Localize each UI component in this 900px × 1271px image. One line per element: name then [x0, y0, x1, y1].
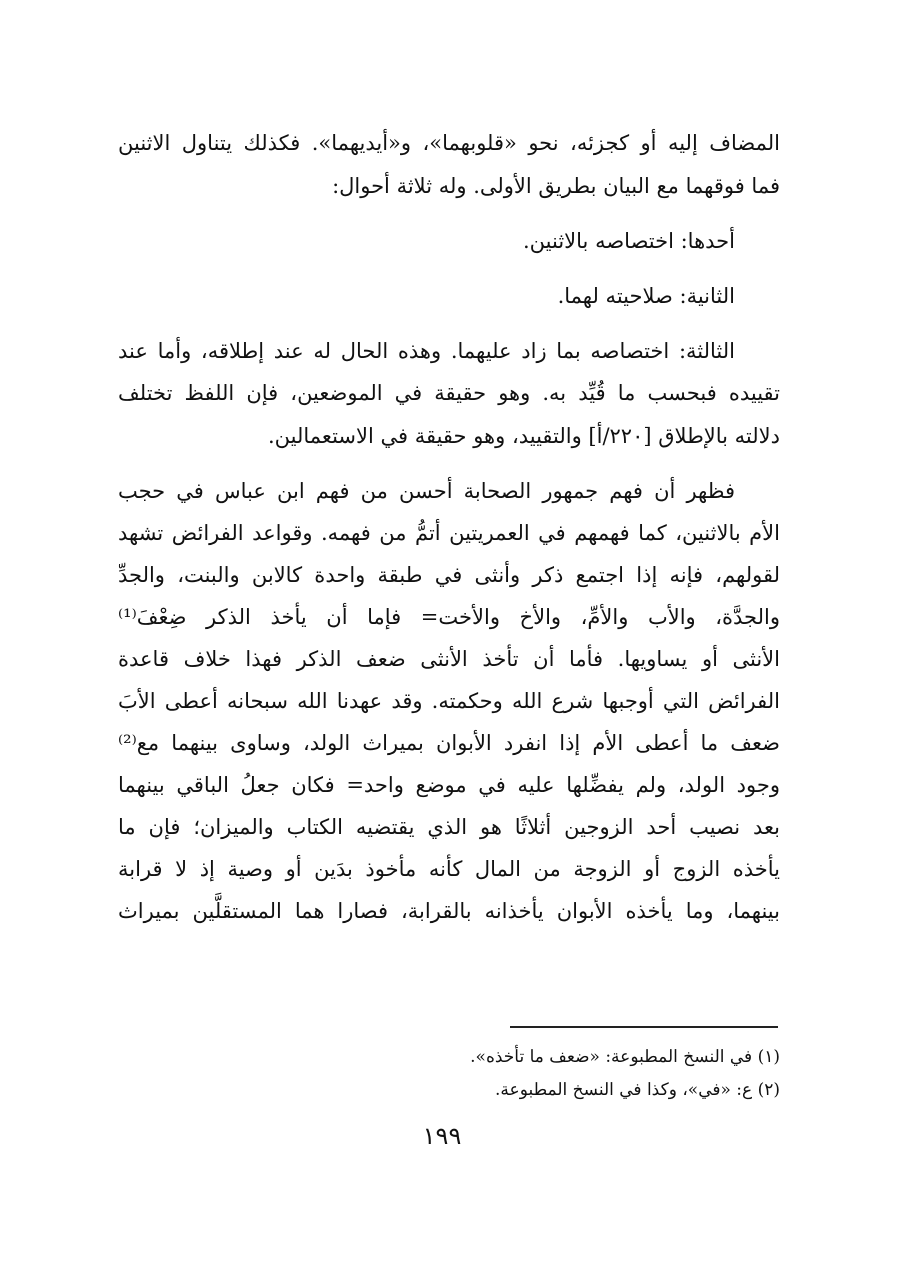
- body-line: بينهما، وما يأخذه الأبوان يأخذانه بالقرابة، فصارا هما المستقلَّين بميراث: [118, 899, 780, 923]
- body-line: والجدَّة، والأب والأمِّ، والأخ والأخت= فإما أن يأخذ الذكر ضِعْفَ⁽¹⁾: [118, 605, 780, 629]
- body-line: المضاف إليه أو كجزئه، نحو «قلوبهما»، و«أيديهما». فكذلك يتناول الاثنين: [118, 131, 780, 155]
- body-line: وجود الولد، ولم يفضِّلها عليه في موضع واحد= فكان جعلُ الباقي بينهما: [118, 773, 780, 797]
- body-line: لقولهم، فإنه إذا اجتمع ذكر وأنثى في طبقة واحدة كالابن والبنت، والجدِّ: [118, 563, 780, 587]
- body-line: الأم بالاثنين، كما فهمهم في العمريتين أتمُّ من فهمه. وقواعد الفرائض تشهد: [118, 521, 780, 545]
- body-line: الثالثة: اختصاصه بما زاد عليهما. وهذه الحال له عند إطلاقه، وأما عند: [118, 339, 735, 363]
- page-number: ١٩٩: [422, 1122, 462, 1150]
- body-line: تقييده فبحسب ما قُيِّد به. وهو حقيقة في الموضعين، فإن اللفظ تختلف: [118, 381, 780, 405]
- body-line: الثانية: صلاحيته لهما.: [557, 284, 735, 308]
- footnote-2: (٢) ع: «في»، وكذا في النسخ المطبوعة.: [495, 1080, 780, 1100]
- body-line: أحدها: اختصاصه بالاثنين.: [523, 229, 735, 253]
- footnote-separator: [510, 1026, 778, 1028]
- body-line: فظهر أن فهم جمهور الصحابة أحسن من فهم ابن عباس في حجب: [118, 479, 735, 503]
- body-line: يأخذه الزوج أو الزوجة من المال كأنه مأخوذ بدَين أو وصية إذ لا قرابة: [118, 857, 780, 881]
- body-line: دلالته بالإطلاق [٢٢٠/أ] والتقييد، وهو حقيقة في الاستعمالين.: [268, 424, 780, 448]
- body-line: بعد نصيب أحد الزوجين أثلاثًا هو الذي يقتضيه الكتاب والميزان؛ فإن ما: [118, 815, 780, 839]
- body-line: ضعف ما أعطى الأم إذا انفرد الأبوان بميراث الولد، وساوى بينهما مع⁽²⁾: [118, 731, 780, 755]
- body-line: الأنثى أو يساويها. فأما أن تأخذ الأنثى ضعف الذكر فهذا خلاف قاعدة: [118, 647, 780, 671]
- body-line: فما فوقهما مع البيان بطريق الأولى. وله ثلاثة أحوال:: [332, 174, 780, 198]
- body-line: الفرائض التي أوجبها شرع الله وحكمته. وقد عهدنا الله سبحانه أعطى الأبَ: [118, 689, 780, 713]
- footnote-1: (١) في النسخ المطبوعة: «ضعف ما تأخذه».: [470, 1047, 780, 1067]
